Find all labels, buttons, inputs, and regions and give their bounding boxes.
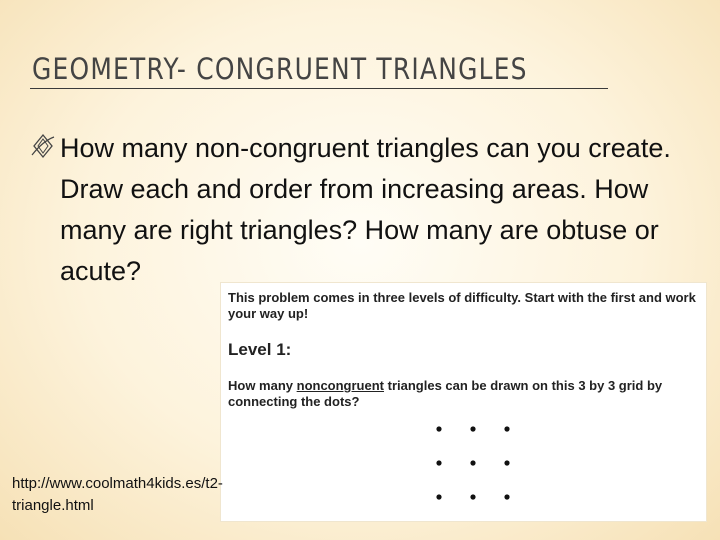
- source-link-text: http://www.coolmath4kids.es/t2-triangle.html: [12, 475, 223, 514]
- grid-dot: [470, 494, 475, 499]
- grid-dot: [436, 494, 441, 499]
- title-underline: [30, 88, 608, 89]
- panel-intro-text: This problem comes in three levels of difficulty. Start with the first and work your way up!: [228, 290, 696, 321]
- grid-dot: [436, 460, 441, 465]
- fancy-diamond-bullet-icon: [30, 133, 56, 159]
- grid-dot: [504, 460, 509, 465]
- panel-level-heading: Level 1:: [228, 340, 292, 359]
- question-underlined-word: noncongruent: [296, 378, 385, 393]
- bullet-text: How many non-congruent triangles can you create. Draw each and order from increasing areas. How many are right triangles? How many are obtuse or acute?: [60, 133, 671, 286]
- slide-title: GEOMETRY- CONGRUENT TRIANGLES: [32, 52, 528, 86]
- question-before: How many: [228, 378, 297, 393]
- dot-grid-3x3: [421, 413, 531, 513]
- grid-dot: [504, 494, 509, 499]
- question-after: triangles can be drawn on this 3 by 3 grid by connecting the dots?: [228, 378, 663, 409]
- grid-dot: [470, 460, 475, 465]
- grid-dot: [504, 426, 509, 431]
- grid-dot: [470, 426, 475, 431]
- problem-screenshot-panel: [221, 283, 706, 521]
- panel-question-text: [228, 378, 702, 410]
- grid-dot: [436, 426, 441, 431]
- bullet-point: [30, 128, 710, 292]
